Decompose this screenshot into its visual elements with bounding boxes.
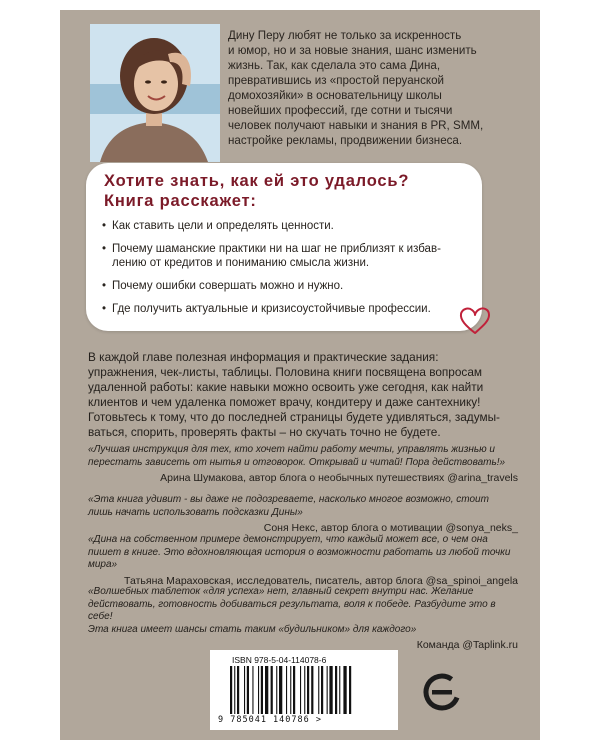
- book-highlights-card: [86, 163, 482, 331]
- author-photo: [90, 24, 220, 162]
- review-quote: [88, 444, 518, 485]
- quote-text: «Дина на собственном примере демонстрирует, что каждый может все, о чем она пишет в книге. Это вдохновляющая история о возможности работать из любой точки мира»: [88, 534, 511, 570]
- book-back-cover: [60, 10, 540, 740]
- quote-text: «Волшебных таблеток «для успеха» нет, главный секрет внутри нас. Желание действовать, готовность добиваться результата, воля к победе. Разбудите это в себе! Эта книга имеет шансы стать таким «будильником» для каждого»: [88, 586, 496, 635]
- eksmo-logo-icon: [422, 672, 462, 717]
- review-quote: [88, 494, 518, 535]
- card-title: Хотите знать, как ей это удалось? Книга расскажет:: [104, 172, 410, 210]
- book-description: В каждой главе полезная информация и практические задания: упражнения, чек-листы, таблицы. Половина книги посвящена вопросам удаленной работы: какие навыки можно освоить уже сегодня, как найти клиентов и чем удаленка поможет врачу, кондитеру и даже сантехнику! Готовьтесь к тому, что до последней страницы будете удивляться, задумы- ваться, спорить, проверять факты – но скучать точно не будете.: [88, 350, 500, 439]
- barcode-graphic: [230, 666, 380, 714]
- list-item: • Где получить актуальные и кризисоустойчивые профессии.: [102, 302, 472, 316]
- barcode-panel: [210, 650, 398, 730]
- quote-author: Команда @Taplink.ru: [416, 639, 518, 651]
- list-item: • Почему ошибки совершать можно и нужно.: [102, 279, 472, 293]
- quote-text: «Лучшая инструкция для тех, кто хочет найти работу мечты, управлять жизнью и перестать зависеть от нытья и отговорок. Открывай и читай! Пора действовать!»: [88, 444, 506, 468]
- review-quote: [88, 586, 518, 652]
- quote-author: Соня Некс, автор блога о мотивации @sonya_neks_: [263, 522, 518, 534]
- review-quote: [88, 534, 518, 587]
- quote-text: «Эта книга удивит - вы даже не подозреваете, насколько многое возможно, стоит лишь начать использовать подсказки Дины»: [88, 494, 489, 518]
- list-item: • Как ставить цели и определять ценности.: [102, 219, 472, 233]
- author-bio: Дину Перу любят не только за искренность и юмор, но и за новые знания, шанс изменить жизнь. Так, как сделала это сама Дина, превратившись из «простой перуанской домохозяйки» в основательницу школы новейших профессий, где сотни и тысячи человек получают навыки и знания в PR, SMM, настройке рекламы, продвижении бизнеса.: [228, 29, 484, 147]
- highlights-list: [102, 219, 472, 325]
- isbn-label: ISBN 978-5-04-114078-6: [232, 655, 327, 665]
- heart-icon: [458, 306, 492, 341]
- barcode-number: 9 785041 140786 >: [218, 715, 322, 725]
- quote-author: Арина Шумакова, автор блога о необычных путешествиях @arina_travels: [160, 472, 518, 484]
- quote-author: Татьяна Мараховская, исследователь, писатель, автор блога @sa_spinoi_angela: [124, 574, 518, 587]
- list-item: • Почему шаманские практики ни на шаг не приблизят к избав- лению от кредитов и пониманию смысла жизни.: [102, 242, 472, 270]
